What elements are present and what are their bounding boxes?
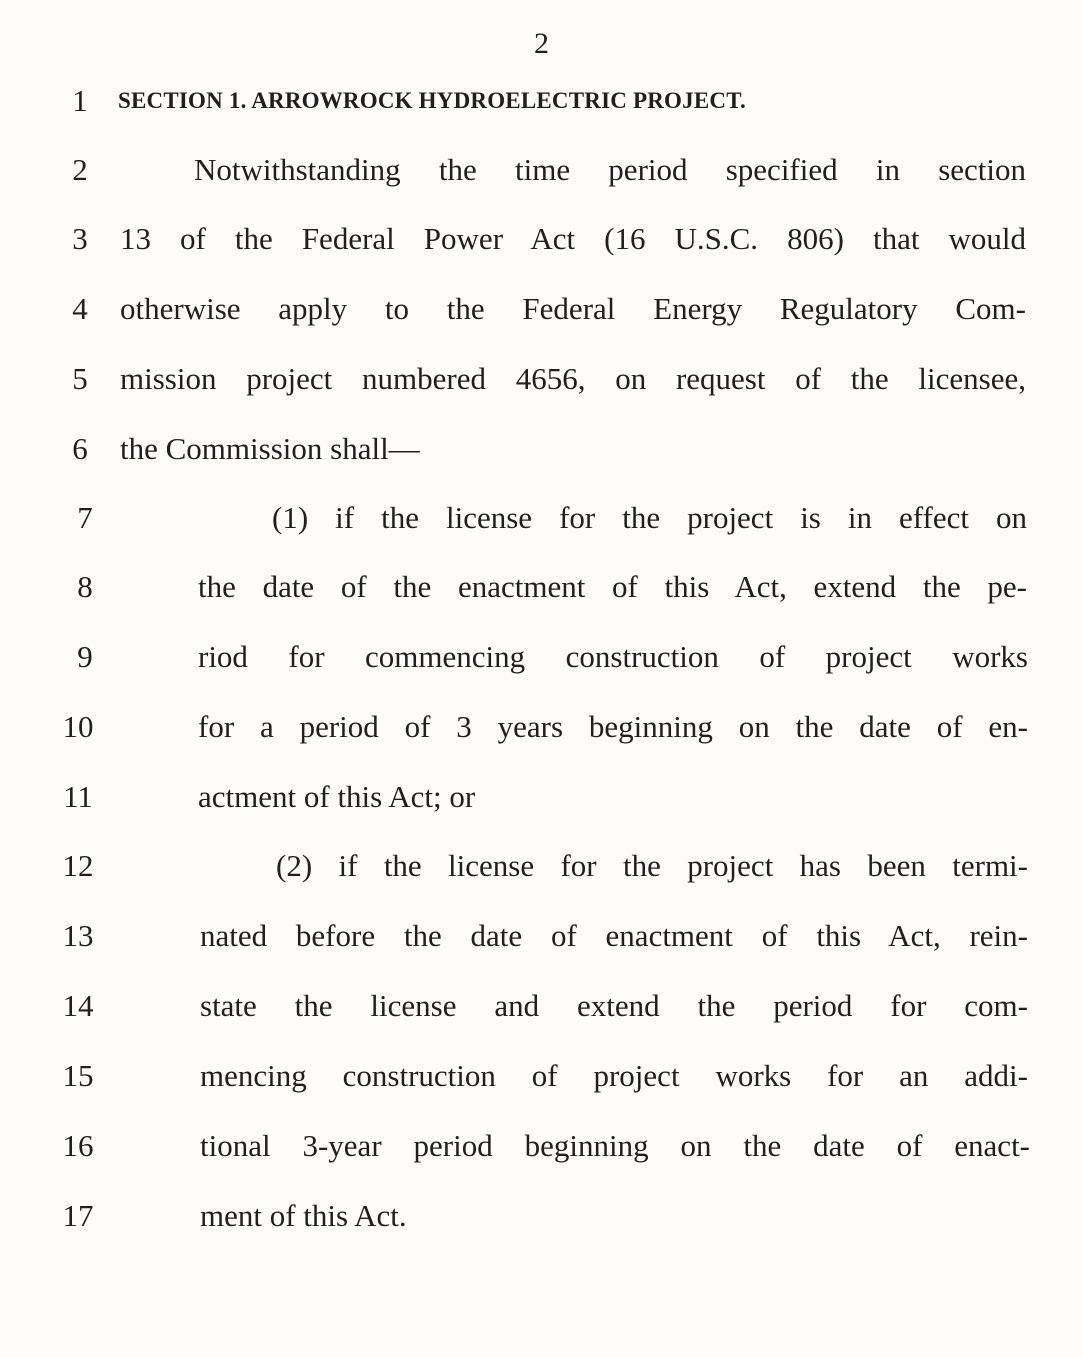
line-number: 15 [62,1058,94,1093]
line-text: actment of this Act; or [198,779,476,814]
line-text: state the license and extend the period for com- [200,988,1028,1023]
bill-line [0,289,1083,329]
bill-line [0,1196,1083,1236]
bill-line [0,707,1083,747]
line-number: 11 [63,779,93,814]
line-text: riod for commencing construction of project works [198,639,1028,674]
bill-line [0,637,1083,677]
line-text: (2) if the license for the project has been termi- [276,848,1028,883]
line-number: 7 [77,500,93,535]
line-text: 13 of the Federal Power Act (16 U.S.C. 806) that would [120,221,1026,256]
bill-line [0,359,1083,399]
line-number: 2 [72,152,88,187]
line-number: 10 [62,709,94,744]
line-number: 13 [62,918,94,953]
line-text: for a period of 3 years beginning on the date of en- [198,709,1028,744]
line-text: mencing construction of project works for an addi- [200,1058,1028,1093]
bill-line [0,777,1083,817]
bill-line [0,429,1083,469]
line-number: 14 [62,988,94,1023]
line-text: otherwise apply to the Federal Energy Regulatory Com- [120,291,1026,326]
line-number: 1 [72,83,88,118]
line-number: 4 [72,291,88,326]
line-text: ment of this Act. [200,1198,407,1233]
line-number: 3 [72,221,88,256]
line-text: the date of the enactment of this Act, extend the pe- [198,569,1027,604]
line-text: tional 3-year period beginning on the date of enact- [200,1128,1030,1163]
bill-line [0,986,1083,1026]
section-heading: SECTION 1. ARROWROCK HYDROELECTRIC PROJECT. [118,88,746,113]
bill-line [0,846,1083,886]
line-number: 8 [77,569,93,604]
line-number: 6 [72,431,88,466]
line-text: (1) if the license for the project is in effect on [272,500,1027,535]
bill-line [0,498,1083,538]
bill-line [0,567,1083,607]
line-text: the Commission shall— [120,431,420,466]
line-number: 9 [77,639,93,674]
line-text: Notwithstanding the time period specified in section [194,152,1026,187]
bill-line [0,150,1083,190]
bill-line [0,916,1083,956]
bill-line [0,1126,1083,1166]
line-number: 5 [72,361,88,396]
bill-line [0,81,1083,121]
line-number: 17 [62,1198,94,1233]
line-number: 12 [62,848,94,883]
page-number: 2 [534,27,549,60]
line-text: mission project numbered 4656, on request of the licensee, [120,361,1026,396]
line-number: 16 [62,1128,94,1163]
line-text: nated before the date of enactment of this Act, rein- [200,918,1028,953]
bill-line [0,219,1083,259]
bill-line [0,1056,1083,1096]
